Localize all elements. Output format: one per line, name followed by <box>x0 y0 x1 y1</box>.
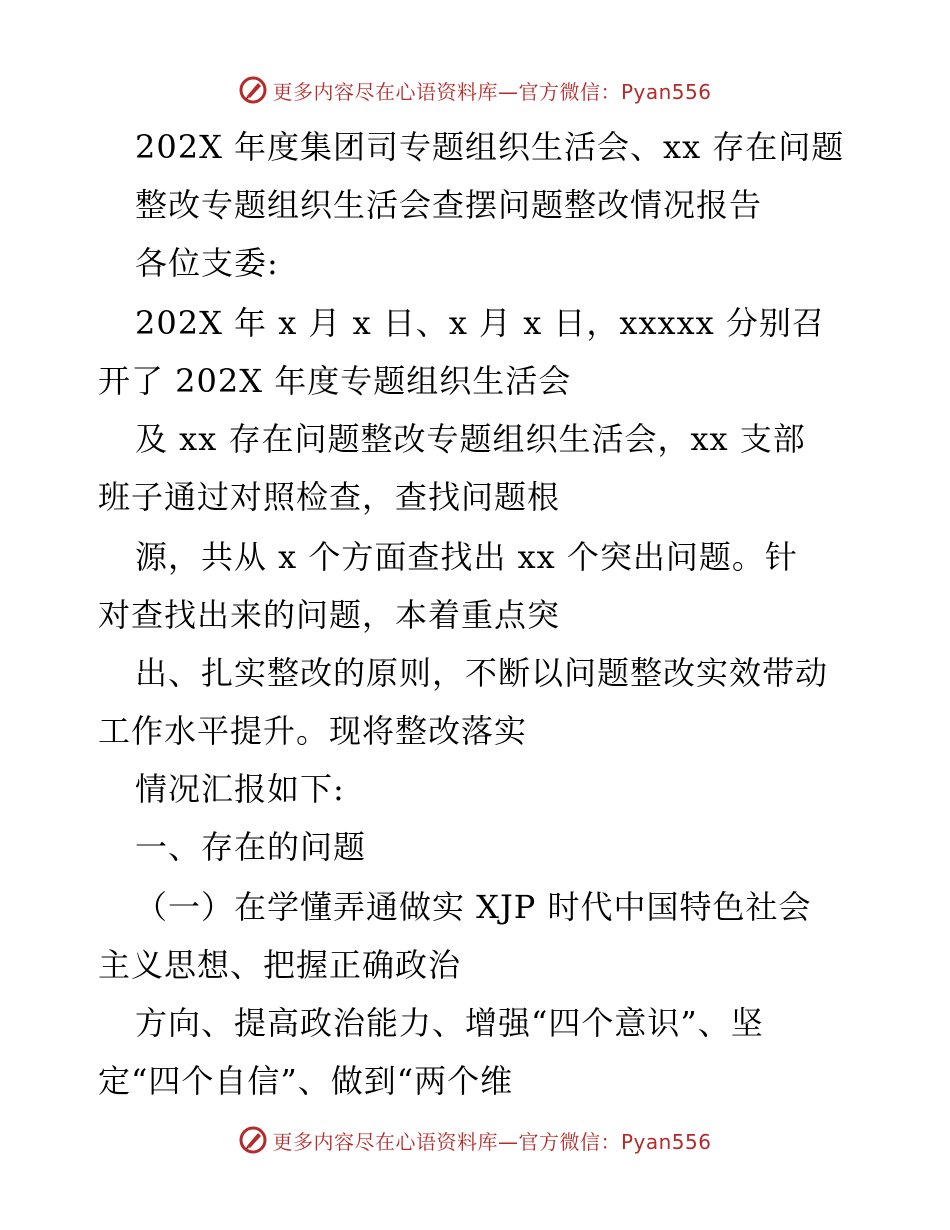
body-line: 主义思想、把握正确政治 <box>98 946 462 984</box>
document-title-line-1: 202X 年度集团司专题组织生活会、xx 存在问题 <box>135 128 845 166</box>
body-line: 方向、提高政治能力、增强“四个意识”、坚 <box>135 1004 764 1042</box>
section-heading: 一、存在的问题 <box>135 828 367 866</box>
body-line: 202X 年 x 月 x 日、x 月 x 日，xxxxx 分别召 <box>135 304 825 342</box>
body-line: 班子通过对照检查，查找问题根 <box>98 478 561 516</box>
salutation: 各位支委: <box>135 244 279 282</box>
body-line: 出、扎实整改的原则，不断以问题整改实效带动 <box>135 654 829 692</box>
subsection-heading: （一）在学懂弄通做实 XJP 时代中国特色社会 <box>135 888 812 926</box>
watermark-banner-bottom <box>0 1120 950 1160</box>
watermark-text-top: 更多内容尽在心语资料库—官方微信：Pyan556 <box>272 79 712 104</box>
body-line: 开了 202X 年度专题组织生活会 <box>98 362 572 400</box>
body-line: 情况汇报如下: <box>135 770 345 808</box>
body-line: 工作水平提升。现将整改落实 <box>98 712 528 750</box>
body-line: 源，共从 x 个方面查找出 xx 个突出问题。针 <box>135 538 798 576</box>
body-line: 对查找出来的问题，本着重点突 <box>98 596 561 634</box>
pen-circle-icon <box>238 1125 268 1155</box>
document-title-line-2: 整改专题组织生活会查摆问题整改情况报告 <box>135 186 763 224</box>
watermark-text-bottom: 更多内容尽在心语资料库—官方微信：Pyan556 <box>272 1129 712 1154</box>
body-line: 定“四个自信”、做到“两个维 <box>98 1062 514 1100</box>
body-line: 及 xx 存在问题整改专题组织生活会，xx 支部 <box>135 420 806 458</box>
